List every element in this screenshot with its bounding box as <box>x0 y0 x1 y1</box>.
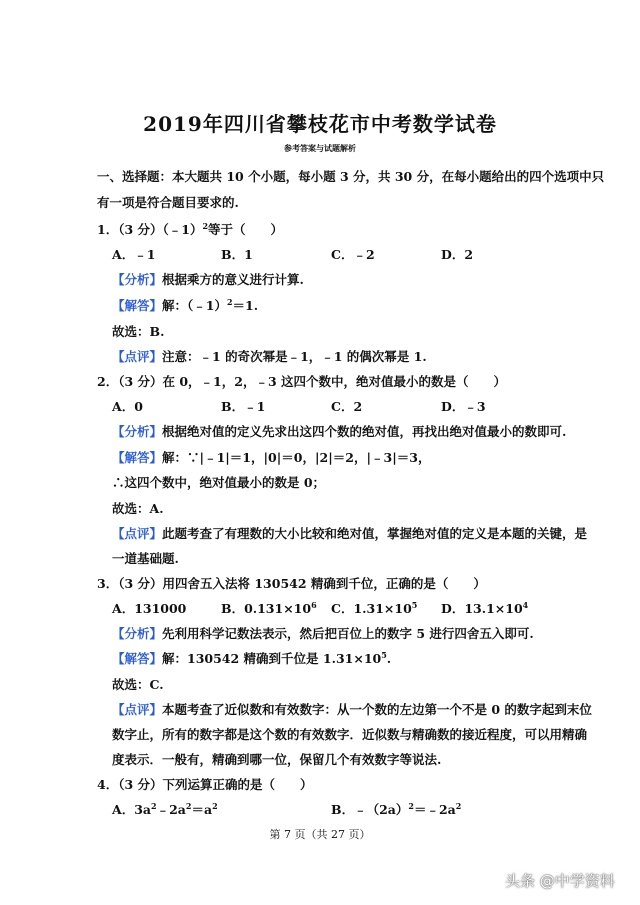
q1-answer-tail: ＝1. <box>232 298 259 313</box>
q3-option-d-text: D．13.1×10 <box>441 601 523 616</box>
q2-option-d: D．﹣3 <box>441 399 486 414</box>
q2-analysis-text: 根据绝对值的定义先求出这四个数的绝对值，再找出绝对值最小的数即可. <box>162 424 567 439</box>
q2-therefore: ∴这四个数中，绝对值最小的数是 0； <box>112 475 326 490</box>
q3-answer-tail: . <box>386 651 392 666</box>
q3-comment-line3: 度表示．一般有，精确到哪一位，保留几个有效数字等说法. <box>112 752 442 767</box>
q1-analysis-text: 根据乘方的意义进行计算. <box>162 272 304 287</box>
q1-option-c: C．﹣2 <box>331 247 375 262</box>
q3-option-c-text: C．1.31×10 <box>331 601 412 616</box>
q4-option-b-mid: ＝﹣2a <box>413 802 456 817</box>
q3-option-d <box>441 599 528 617</box>
page-footer: 第 7 页（共 27 页） <box>269 828 371 841</box>
q1-stem-text: 1．（3 分）（﹣1） <box>97 222 203 237</box>
q1-analysis-tag: 【分析】 <box>112 272 163 287</box>
q1-answer <box>112 296 258 314</box>
q4-stem: 4．（3 分）下列运算正确的是（ ） <box>97 777 313 792</box>
q4-option-a-mid2: ＝a <box>191 802 213 817</box>
q3-analysis-tag: 【分析】 <box>112 626 163 641</box>
q2-choose: 故选：A. <box>112 501 164 516</box>
q2-analysis <box>112 422 566 440</box>
q3-analysis <box>112 624 534 642</box>
q3-answer-sup: 5 <box>381 649 387 660</box>
q2-analysis-tag: 【分析】 <box>112 424 163 439</box>
q4-option-b <box>331 800 461 818</box>
q1-comment <box>112 347 427 365</box>
q3-comment <box>112 700 592 718</box>
q1-answer-tag: 【解答】 <box>112 298 163 313</box>
q3-option-b <box>221 599 317 617</box>
page-title: 2019年四川省攀枝花市中考数学试卷 <box>143 112 497 136</box>
q2-comment-tag: 【点评】 <box>112 526 163 541</box>
q3-answer <box>112 649 391 667</box>
q2-comment-line2: 一道基础题. <box>112 551 179 566</box>
q2-option-a: A．0 <box>112 399 143 414</box>
q3-option-b-text: B．0.131×10 <box>221 601 312 616</box>
q2-comment <box>112 524 587 542</box>
q3-answer-tag: 【解答】 <box>112 651 163 666</box>
q4-option-a-mid: ﹣2a <box>156 802 186 817</box>
q1-stem-tail: 等于（ ） <box>208 222 284 237</box>
q4-option-b-sup2: 2 <box>455 800 462 811</box>
q2-stem: 2．（3 分）在 0，﹣1，2，﹣3 这四个数中，绝对值最小的数是（ ） <box>97 374 506 389</box>
q1-answer-text: 解：（﹣1） <box>162 298 227 313</box>
q2-option-c: C．2 <box>331 399 363 414</box>
q1-comment-tag: 【点评】 <box>112 349 163 364</box>
q3-comment-line2: 数字止，所有的数字都是这个数的有效数字．近似数与精确数的接近程度，可以用精确 <box>112 727 588 742</box>
q3-choose: 故选：C. <box>112 677 164 692</box>
q4-option-a <box>112 800 218 818</box>
q3-option-a: A．131000 <box>112 601 187 616</box>
q1-stem-sup: 2 <box>202 220 209 231</box>
q1-option-b: B．1 <box>221 247 253 262</box>
q3-option-c <box>331 599 417 617</box>
q3-answer-text: 解：130542 精确到千位是 1.31×10 <box>162 651 382 666</box>
q2-answer-tag: 【解答】 <box>112 450 163 465</box>
q3-comment-text: 本题考查了近似数和有效数字：从一个数的左边第一个不是 0 的数字起到末位 <box>162 702 592 717</box>
q3-stem: 3．（3 分）用四舍五入法将 130542 精确到千位，正确的是（ ） <box>97 576 486 591</box>
page-subtitle: 参考答案与试题解析 <box>284 143 356 153</box>
q2-answer-text: 解：∵|﹣1|＝1，|0|＝0，|2|＝2，|﹣3|＝3， <box>162 450 431 465</box>
q3-comment-tag: 【点评】 <box>112 702 163 717</box>
q1-option-a: A．﹣1 <box>112 247 156 262</box>
q2-answer <box>112 448 430 466</box>
section-intro-line1: 一、选择题：本大题共 10 个小题，每小题 3 分，共 30 分，在每小题给出的四个选项中只 <box>97 169 605 184</box>
q2-comment-text: 此题考查了有理数的大小比较和绝对值，掌握绝对值的定义是本题的关键，是 <box>162 526 588 541</box>
q4-option-a-sup3: 2 <box>212 800 218 811</box>
q1-analysis <box>112 270 304 288</box>
q3-option-b-sup: 6 <box>311 599 317 610</box>
q1-choose: 故选：B. <box>112 324 165 339</box>
q2-option-b: B．﹣1 <box>221 399 266 414</box>
q1-stem <box>97 220 283 238</box>
q3-analysis-text: 先利用科学记数法表示，然后把百位上的数字 5 进行四舍五入即可. <box>162 626 534 641</box>
q1-comment-text: 注意：﹣1 的奇次幂是﹣1，﹣1 的偶次幂是 1. <box>162 349 427 364</box>
q4-option-a-sup2: 2 <box>185 800 192 811</box>
q4-option-a-sup1: 2 <box>151 800 157 811</box>
q4-option-b-pre: B．﹣（2a） <box>331 802 409 817</box>
q4-option-b-sup1: 2 <box>408 800 414 811</box>
q4-option-a-pre: A．3a <box>112 802 151 817</box>
q1-answer-sup: 2 <box>226 296 233 307</box>
watermark: 头条 @中学资料 <box>505 872 615 890</box>
q3-option-c-sup: 5 <box>411 599 418 610</box>
q3-option-d-sup: 4 <box>522 599 529 610</box>
section-intro-line2: 有一项是符合题目要求的. <box>97 195 239 210</box>
q1-option-d: D．2 <box>441 247 474 262</box>
